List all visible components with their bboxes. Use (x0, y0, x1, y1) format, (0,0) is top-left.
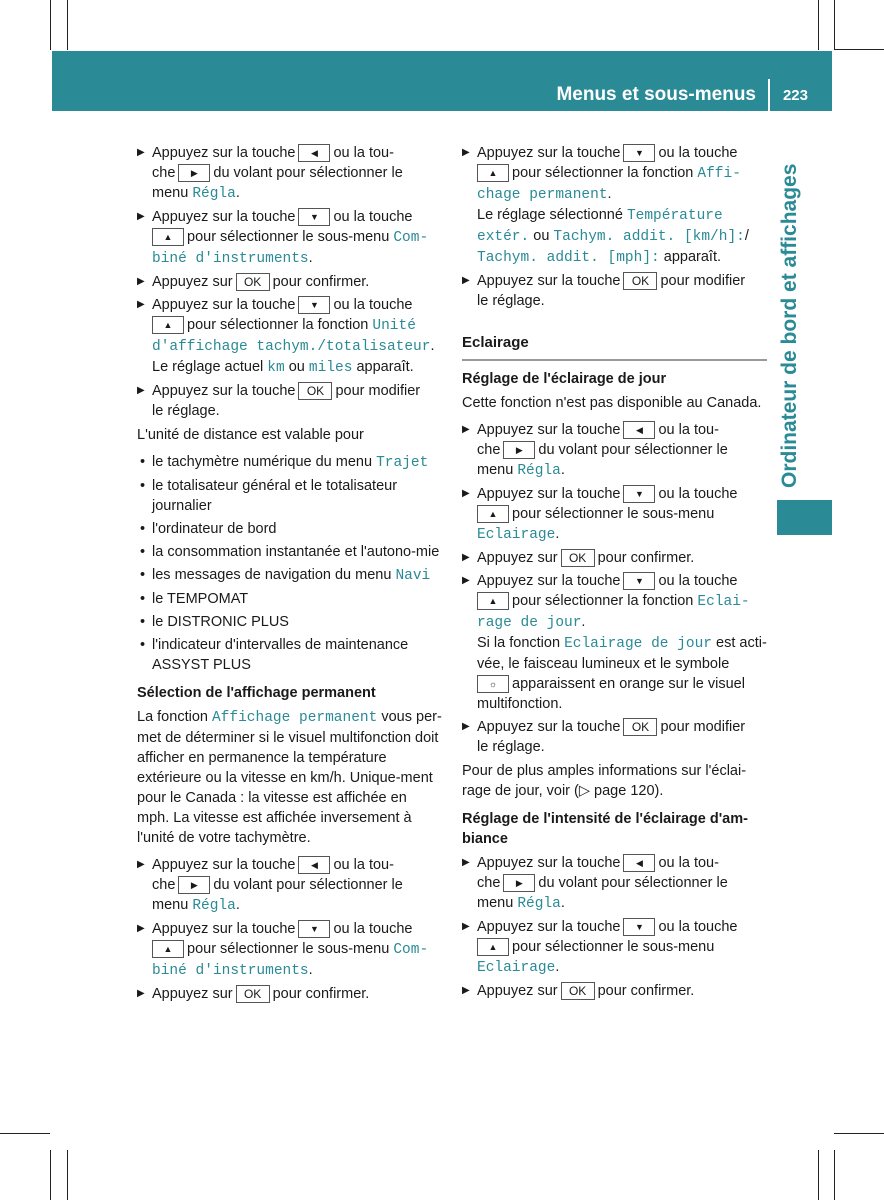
step-arrow-icon: ▶ (462, 857, 470, 868)
crop-mark (818, 1150, 819, 1200)
step-item: ▶ Appuyez sur la touche OK pour modifier le réglage. (462, 273, 746, 309)
menu-name: biné d'instruments (152, 251, 309, 267)
menu-name: Régla (192, 898, 236, 914)
left-key-icon: ◀ (623, 854, 655, 872)
list-item: • l'indicateur d'intervalles de maintenance ASSYST PLUS (140, 637, 409, 673)
header-title: Menus et sous-menus (556, 84, 756, 105)
crop-mark (834, 1150, 835, 1200)
up-key-icon: ▲ (152, 316, 184, 334)
step-item: ▶ Appuyez sur la touche ▼ ou la touche ▲ pour sélectionner la fonction Unité d'affichage tachym./totalisateur. Le réglage actuel km ou miles apparaît. (137, 297, 435, 376)
side-tab-label: Ordinateur de bord et affichages (778, 163, 801, 488)
down-key-icon: ▼ (298, 208, 330, 226)
step-arrow-icon: ▶ (137, 385, 145, 396)
list-item: • le DISTRONIC PLUS (140, 614, 289, 630)
step-arrow-icon: ▶ (462, 424, 470, 435)
setting-value: extér. (477, 229, 530, 245)
step-item: ▶ Appuyez sur la touche ◀ ou la tou- che ▶ du volant pour sélectionner le menu Régla. (462, 855, 728, 912)
paragraph: Pour de plus amples informations sur l'éclai-rage de jour, voir (▷ page 120). (462, 763, 747, 799)
function-name: d'affichage tachym./totalisateur (152, 339, 431, 355)
left-column (137, 143, 442, 1007)
menu-name: Régla (192, 186, 236, 202)
crop-mark (818, 0, 819, 50)
page-number: 223 (782, 87, 808, 104)
setting-value: Tachym. addit. [mph]: (477, 250, 660, 266)
list-item: • le totalisateur général et le totalisateur journalier (140, 478, 398, 514)
down-key-icon: ▼ (623, 918, 655, 936)
function-name: Eclai- (697, 594, 750, 610)
menu-name: Com- (393, 230, 429, 246)
step-arrow-icon: ▶ (137, 988, 145, 999)
paragraph: Cette fonction n'est pas disponible au Canada. (462, 395, 762, 411)
list-item: • les messages de navigation du menu Navi (140, 567, 431, 584)
ok-key-icon: OK (561, 549, 595, 567)
step-item: ▶ Appuyez sur la touche OK pour modifier le réglage. (137, 383, 421, 419)
ok-key-icon: OK (298, 382, 332, 400)
step-arrow-icon: ▶ (137, 859, 145, 870)
menu-name: Com- (393, 942, 429, 958)
section-title: Eclairage (462, 333, 767, 361)
step-arrow-icon: ▶ (137, 276, 145, 287)
up-key-icon: ▲ (477, 164, 509, 182)
step-item: ▶ Appuyez sur OK pour confirmer. (462, 550, 695, 566)
down-key-icon: ▼ (298, 296, 330, 314)
crop-mark (834, 0, 835, 50)
step-item: ▶ Appuyez sur la touche ◀ ou la tou- che ▶ du volant pour sélectionner le menu Régla. (137, 857, 403, 914)
crop-mark (67, 0, 68, 50)
page-header (52, 51, 832, 111)
subheading: Réglage de l'intensité de l'éclairage d'am-biance (462, 811, 748, 847)
ok-key-icon: OK (623, 718, 657, 736)
step-arrow-icon: ▶ (462, 488, 470, 499)
step-arrow-icon: ▶ (462, 552, 470, 563)
step-arrow-icon: ▶ (137, 923, 145, 934)
left-key-icon: ◀ (298, 856, 330, 874)
subheading: Réglage de l'éclairage de jour (462, 371, 667, 387)
down-key-icon: ▼ (623, 572, 655, 590)
crop-mark (67, 1150, 68, 1200)
step-arrow-icon: ▶ (137, 299, 145, 310)
side-tab-marker (777, 500, 832, 535)
step-arrow-icon: ▶ (462, 275, 470, 286)
step-arrow-icon: ▶ (462, 575, 470, 586)
list-item: • la consommation instantanée et l'autono-mie (140, 544, 440, 560)
up-key-icon: ▲ (152, 228, 184, 246)
right-key-icon: ▶ (178, 164, 210, 182)
right-key-icon: ▶ (503, 441, 535, 459)
ok-key-icon: OK (561, 982, 595, 1000)
menu-name: Régla (517, 463, 561, 479)
crop-mark (834, 49, 884, 50)
menu-name: Eclairage (477, 527, 556, 543)
crop-mark (834, 1133, 884, 1134)
function-name: Eclairage de jour (564, 636, 712, 652)
function-name: Unité (372, 318, 416, 334)
up-key-icon: ▲ (477, 938, 509, 956)
step-item: ▶ Appuyez sur la touche ▼ ou la touche ▲ pour sélectionner la fonction Affi- chage permanent. Le réglage sélectionné Température extér. ou Tachym. addit. [km/h]:/ Tachym. addit. [mph]: apparaît. (462, 145, 749, 266)
setting-value: km (267, 360, 285, 376)
step-item: ▶ Appuyez sur OK pour confirmer. (462, 983, 695, 999)
setting-value: Tachym. addit. [km/h]: (553, 229, 745, 245)
ok-key-icon: OK (236, 985, 270, 1003)
up-key-icon: ▲ (152, 940, 184, 958)
down-key-icon: ▼ (298, 920, 330, 938)
step-item: ▶ Appuyez sur la touche ▼ ou la touche ▲ pour sélectionner le sous-menu Com- biné d'instruments. (137, 921, 429, 979)
menu-name: Eclairage (477, 960, 556, 976)
paragraph: La fonction Affichage permanent vous per-met de déterminer si le visuel multifonction doit afficher en permanence la température extérieure ou la vitesse en km/h. Unique-ment pour le Canada : la vitesse est affichée en mph. La vitesse est affichée inversement à l'unité de votre tachymètre. (137, 709, 442, 846)
step-item: ▶ Appuyez sur la touche ◀ ou la tou- che ▶ du volant pour sélectionner le menu Régla. (462, 422, 728, 479)
list-item: • l'ordinateur de bord (140, 521, 277, 537)
crop-mark (50, 1150, 51, 1200)
subheading: Sélection de l'affichage permanent (137, 685, 376, 701)
right-column (462, 143, 767, 1004)
function-name: chage permanent (477, 187, 608, 203)
step-item: ▶ Appuyez sur la touche ◀ ou la tou- che ▶ du volant pour sélectionner le menu Régla. (137, 145, 403, 202)
step-arrow-icon: ▶ (462, 721, 470, 732)
left-key-icon: ◀ (623, 421, 655, 439)
step-item: ▶ Appuyez sur OK pour confirmer. (137, 274, 370, 290)
step-item: ▶ Appuyez sur la touche OK pour modifier le réglage. (462, 719, 746, 755)
menu-name: Régla (517, 896, 561, 912)
right-key-icon: ▶ (503, 874, 535, 892)
menu-name: biné d'instruments (152, 963, 309, 979)
step-arrow-icon: ▶ (137, 147, 145, 158)
function-name: rage de jour (477, 615, 582, 631)
crop-mark (0, 1133, 50, 1134)
ok-key-icon: OK (623, 272, 657, 290)
step-item: ▶ Appuyez sur la touche ▼ ou la touche ▲ pour sélectionner le sous-menu Eclairage. (462, 486, 738, 543)
paragraph: L'unité de distance est valable pour (137, 427, 364, 443)
step-arrow-icon: ▶ (462, 985, 470, 996)
step-item: ▶ Appuyez sur la touche ▼ ou la touche ▲ pour sélectionner la fonction Eclai- rage de jour. Si la fonction Eclairage de jour est acti-vée, le faisceau lumineux et le symbole ☼ apparaissent en orange sur le visuel multifonction. (462, 573, 767, 712)
ok-key-icon: OK (236, 273, 270, 291)
step-item: ▶ Appuyez sur la touche ▼ ou la touche ▲ pour sélectionner le sous-menu Com- biné d'instruments. (137, 209, 429, 267)
list-item: • le tachymètre numérique du menu Trajet (140, 454, 429, 471)
setting-value: Température (626, 208, 723, 224)
right-key-icon: ▶ (178, 876, 210, 894)
down-key-icon: ▼ (623, 485, 655, 503)
step-arrow-icon: ▶ (462, 921, 470, 932)
sun-symbol-icon: ☼ (477, 675, 509, 693)
step-arrow-icon: ▶ (137, 211, 145, 222)
crop-mark (50, 0, 51, 50)
step-arrow-icon: ▶ (462, 147, 470, 158)
setting-value: miles (308, 360, 353, 376)
down-key-icon: ▼ (623, 144, 655, 162)
step-item: ▶ Appuyez sur OK pour confirmer. (137, 986, 370, 1002)
list-item: • le TEMPOMAT (140, 591, 249, 607)
up-key-icon: ▲ (477, 505, 509, 523)
up-key-icon: ▲ (477, 592, 509, 610)
function-name: Affi- (697, 166, 741, 182)
header-divider (768, 79, 770, 111)
left-key-icon: ◀ (298, 144, 330, 162)
step-item: ▶ Appuyez sur la touche ▼ ou la touche ▲ pour sélectionner le sous-menu Eclairage. (462, 919, 738, 976)
